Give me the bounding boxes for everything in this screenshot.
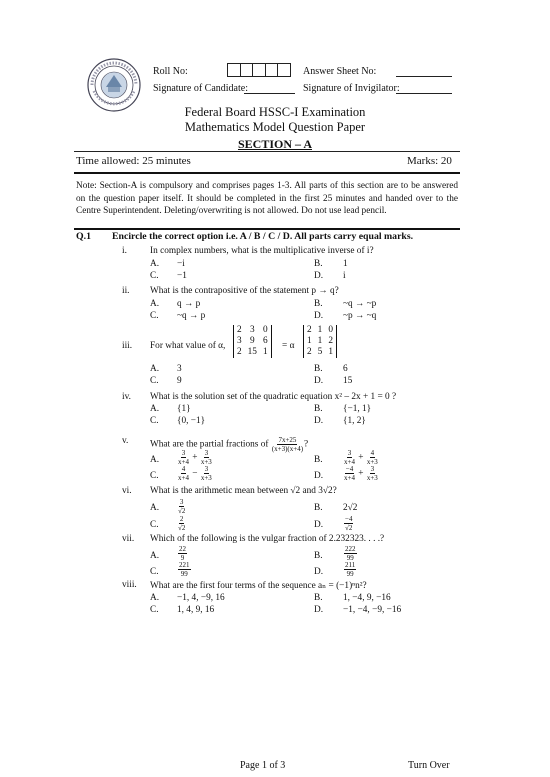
option-letter: A. bbox=[150, 299, 160, 309]
option-b[interactable]: {−1, 1} bbox=[343, 404, 372, 414]
question-number: ii. bbox=[122, 286, 130, 296]
option-letter: C. bbox=[150, 471, 159, 481]
option-c[interactable]: 1, 4, 9, 16 bbox=[177, 605, 215, 615]
question-number: i. bbox=[122, 246, 127, 256]
invigilator-signature-field[interactable] bbox=[396, 93, 452, 94]
option-c[interactable]: {0, −1} bbox=[177, 416, 206, 426]
fraction: $\frac{7x+25}{(x+3)(x+4)}$ bbox=[271, 436, 304, 453]
candidate-signature-label: Signature of Candidate: bbox=[153, 83, 248, 94]
option-a[interactable]: −i bbox=[177, 259, 185, 269]
question-stem: Which of the following is the vulgar fraction of 2.232323. . . .? bbox=[150, 534, 385, 544]
matrix-equals-alpha: = α bbox=[282, 341, 295, 351]
option-a[interactable]: $\frac{3}{√2}$ bbox=[178, 498, 186, 515]
option-d[interactable]: $\frac{211}{99}$ bbox=[345, 561, 356, 578]
option-letter: A. bbox=[150, 455, 160, 465]
question-number: iii. bbox=[122, 341, 133, 351]
option-letter: A. bbox=[150, 551, 160, 561]
option-a[interactable]: q → p bbox=[177, 299, 201, 309]
matrix-right: 2 1 0 1 1 2 2 5 1 bbox=[303, 325, 337, 358]
option-b[interactable]: $\frac{222}{99}$ bbox=[345, 545, 356, 562]
option-d[interactable]: 15 bbox=[343, 376, 353, 386]
page-number: Page 1 of 3 bbox=[240, 760, 286, 771]
option-letter: B. bbox=[314, 593, 323, 603]
option-letter: B. bbox=[314, 259, 323, 269]
question-stem: What are the first four terms of the sequence aₙ = (−1)ⁿn²? bbox=[150, 581, 367, 591]
option-letter: C. bbox=[150, 271, 159, 281]
option-c[interactable]: ~q → p bbox=[177, 311, 206, 321]
option-b[interactable]: 6 bbox=[343, 364, 348, 374]
divider bbox=[74, 151, 460, 152]
option-letter: C. bbox=[150, 416, 159, 426]
question-stem: What is the solution set of the quadratic equation x² – 2x + 1 = 0 ? bbox=[150, 392, 397, 402]
option-letter: B. bbox=[314, 404, 323, 414]
answer-sheet-field[interactable] bbox=[396, 76, 452, 77]
option-letter: A. bbox=[150, 364, 160, 374]
option-letter: B. bbox=[314, 364, 323, 374]
roll-no-label: Roll No: bbox=[153, 66, 188, 77]
option-c[interactable]: $\frac{4}{x+4}$ − $\frac{3}{x+3}$ bbox=[178, 465, 212, 482]
option-b[interactable]: $\frac{3}{x+4}$ + $\frac{4}{x+3}$ bbox=[344, 449, 378, 466]
option-letter: D. bbox=[314, 605, 324, 615]
question-paper-page: Roll No: Answer Sheet No: Signature of Candidate: Signature of Invigilator: Federal Board HSSC-I Examination Mathematics Model Question Paper SECTION – A Time allowed: 25 minutes Marks: 20 Note: Section-A is compulsory and comprises pages 1-3. All parts of this section are to be answered on the question paper itself. It should be completed in the first 25 minutes and handed over to the Centre Superintendent. Deleting/overwriting is not allowed. Do not use lead pencil. Q.1 Encircle the correct option i.e. A / B / C / D. All parts carry equal marks. i. In complex numbers, what is the multiplicative inverse of i? A. −i B. 1 C. −1 D. i ii. What is the contrapositive of the statement p → q? A. q → p B. ~q → ~p C. ~q → p D. ~p → ~q iii. For what value of α, 2 3 0 3 9 6 2 15 1 = α 2 1 0 1 1 2 2 5 1 A. 3 B. 6 C. 9 D. 15 iv. What is the solution set of the quadratic equation x² – 2x + 1 = 0 ? A. {1} B. {−1, 1} C. {0, −1} D. {1, 2} v. What are the partial fractions of $\frac{7x+25}{(x+3)(x+4)}$ ? A. $\frac{3}{x+4}$ + $\frac{3}{x+3}$ B. $\frac{3}{x+4}$ + $\frac{4}{x+3}$ C. $\frac{4}{x+4}$ − $\frac{3}{x+3}$ D. $\frac{-4}{x+4}$ + $\frac{3}{x+3}$ vi. What is the arithmetic mean between √2 and 3√2? A. $\frac{3}{√2}$ B. 2√2 C. $\frac{2}{√2}$ D. $\frac{-4}{√2}$ vii. Which of the following is the vulgar fraction of 2.232323. . . .? A. $\frac{22}{9}$ B. $\frac{222}{99}$ C. $\frac{221}{99}$ D. $\frac{211}{99}$ viii. What are the first four terms of the sequence aₙ = (−1)ⁿn²? A. −1, 4, −9, 16 B. 1, −4, 9, −16 C. 1, 4, 9, 16 D. −1, −4, −9, −16 Page 1 of 3 Turn Over bbox=[0, 0, 550, 777]
answer-sheet-label: Answer Sheet No: bbox=[303, 66, 377, 77]
option-b[interactable]: 2√2 bbox=[343, 503, 358, 513]
option-d[interactable]: $\frac{-4}{x+4}$ + $\frac{3}{x+3}$ bbox=[344, 465, 378, 482]
paper-title: Mathematics Model Question Paper bbox=[184, 120, 366, 134]
option-letter: D. bbox=[314, 271, 324, 281]
divider bbox=[74, 228, 460, 230]
option-c[interactable]: −1 bbox=[177, 271, 187, 281]
option-letter: D. bbox=[314, 416, 324, 426]
option-letter: B. bbox=[314, 455, 323, 465]
question-stem: What is the contrapositive of the statement p → q? bbox=[150, 286, 339, 296]
option-a[interactable]: 3 bbox=[177, 364, 182, 374]
option-letter: B. bbox=[314, 551, 323, 561]
roll-no-boxes[interactable] bbox=[227, 63, 291, 77]
total-marks: Marks: 20 bbox=[407, 155, 452, 167]
question-stem: What is the arithmetic mean between √2 and 3√2? bbox=[150, 486, 337, 496]
option-letter: C. bbox=[150, 605, 159, 615]
exam-title: Federal Board HSSC-I Examination bbox=[184, 105, 366, 119]
option-letter: B. bbox=[314, 503, 323, 513]
option-letter: A. bbox=[150, 503, 160, 513]
question-stem: What are the partial fractions of $\frac{7x+25}{(x+3)(x+4)}$ ? bbox=[150, 436, 309, 453]
option-c[interactable]: $\frac{2}{√2}$ bbox=[178, 515, 186, 532]
invigilator-signature-label: Signature of Invigilator: bbox=[303, 83, 400, 94]
option-c[interactable]: 9 bbox=[177, 376, 182, 386]
question-number: iv. bbox=[122, 392, 131, 402]
option-letter: D. bbox=[314, 520, 324, 530]
option-d[interactable]: {1, 2} bbox=[343, 416, 366, 426]
matrix-left: 2 3 0 3 9 6 2 15 1 bbox=[233, 325, 272, 358]
option-a[interactable]: $\frac{22}{9}$ bbox=[179, 545, 186, 562]
option-c[interactable]: $\frac{221}{99}$ bbox=[179, 561, 190, 578]
option-letter: A. bbox=[150, 404, 160, 414]
candidate-signature-field[interactable] bbox=[244, 93, 295, 94]
option-b[interactable]: ~q → ~p bbox=[343, 299, 377, 309]
option-b[interactable]: 1 bbox=[343, 259, 348, 269]
option-a[interactable]: $\frac{3}{x+4}$ + $\frac{3}{x+3}$ bbox=[178, 449, 212, 466]
option-letter: A. bbox=[150, 593, 160, 603]
option-d[interactable]: i bbox=[343, 271, 346, 281]
option-b[interactable]: 1, −4, 9, −16 bbox=[343, 593, 391, 603]
option-letter: D. bbox=[314, 471, 324, 481]
option-d[interactable]: $\frac{-4}{√2}$ bbox=[345, 515, 353, 532]
question-number: vii. bbox=[122, 534, 135, 544]
turn-over-label: Turn Over bbox=[408, 760, 450, 771]
question-number: vi. bbox=[122, 486, 132, 496]
option-d[interactable]: −1, −4, −9, −16 bbox=[343, 605, 402, 615]
question-stem: In complex numbers, what is the multiplicative inverse of i? bbox=[150, 246, 374, 256]
option-letter: D. bbox=[314, 567, 324, 577]
option-letter: C. bbox=[150, 311, 159, 321]
option-letter: D. bbox=[314, 311, 324, 321]
option-letter: D. bbox=[314, 376, 324, 386]
option-letter: C. bbox=[150, 520, 159, 530]
question-number: viii. bbox=[122, 580, 137, 590]
section-heading: SECTION – A bbox=[237, 137, 313, 151]
option-letter: B. bbox=[314, 299, 323, 309]
option-letter: C. bbox=[150, 376, 159, 386]
question-stem: For what value of α, bbox=[150, 341, 226, 351]
option-a[interactable]: {1} bbox=[177, 404, 191, 414]
question-number: v. bbox=[122, 436, 129, 446]
divider bbox=[74, 172, 460, 174]
option-a[interactable]: −1, 4, −9, 16 bbox=[177, 593, 225, 603]
time-allowed: Time allowed: 25 minutes bbox=[76, 155, 191, 167]
option-letter: C. bbox=[150, 567, 159, 577]
instructions-note: Note: Section-A is compulsory and comprises pages 1-3. All parts of this section are to be answered on the question paper itself. It should be completed in the first 25 minutes and handed over to the Centre Superintendent. Deleting/overwriting is not allowed. Do not use lead pencil. bbox=[76, 181, 458, 217]
option-d[interactable]: ~p → ~q bbox=[343, 311, 377, 321]
option-letter: A. bbox=[150, 259, 160, 269]
